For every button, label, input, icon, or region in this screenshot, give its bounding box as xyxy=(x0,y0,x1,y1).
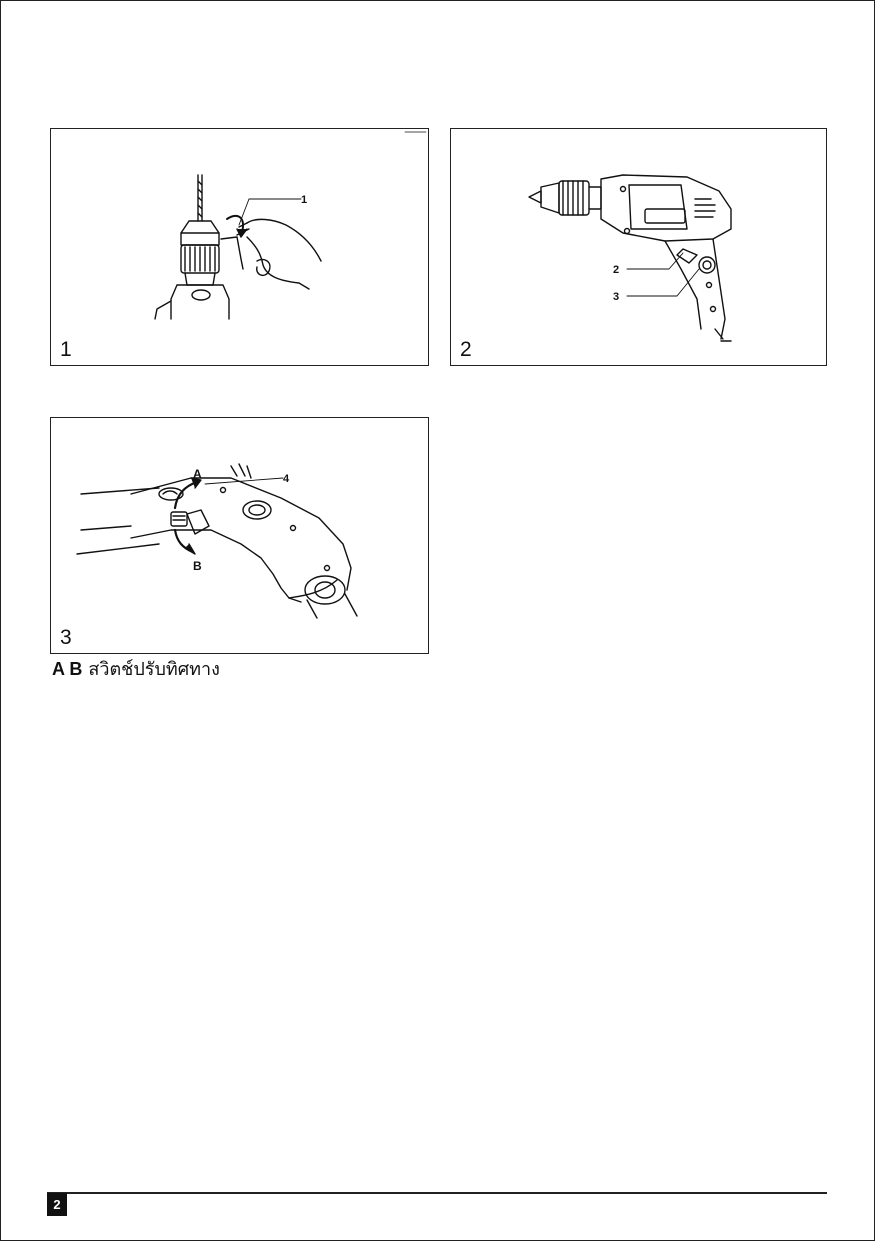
figure-3-callout-4: 4 xyxy=(283,473,290,485)
figure-1-panel xyxy=(50,128,429,366)
figure-2-illustration xyxy=(451,129,826,365)
figure-1-illustration xyxy=(51,129,428,365)
page-number: 2 xyxy=(47,1193,67,1216)
figure-3-callout-b: B xyxy=(193,559,202,573)
figure-2-number: 2 xyxy=(460,338,472,361)
caption-letters: A B xyxy=(52,659,83,679)
caption-text: สวิตช์ปรับทิศทาง xyxy=(88,659,220,679)
figure-2-panel xyxy=(450,128,827,366)
figure-3-panel xyxy=(50,417,429,654)
figure-2-callout-2: 2 xyxy=(613,264,620,276)
figure-3-caption xyxy=(52,658,220,680)
figure-1-number: 1 xyxy=(60,338,72,361)
figure-3-callout-a: A xyxy=(193,467,202,481)
figure-3-illustration xyxy=(51,418,428,653)
figure-1-callout-1: 1 xyxy=(301,194,308,206)
footer-rule xyxy=(47,1192,827,1194)
figure-3-number: 3 xyxy=(60,626,72,649)
figure-2-callout-3: 3 xyxy=(613,291,620,303)
